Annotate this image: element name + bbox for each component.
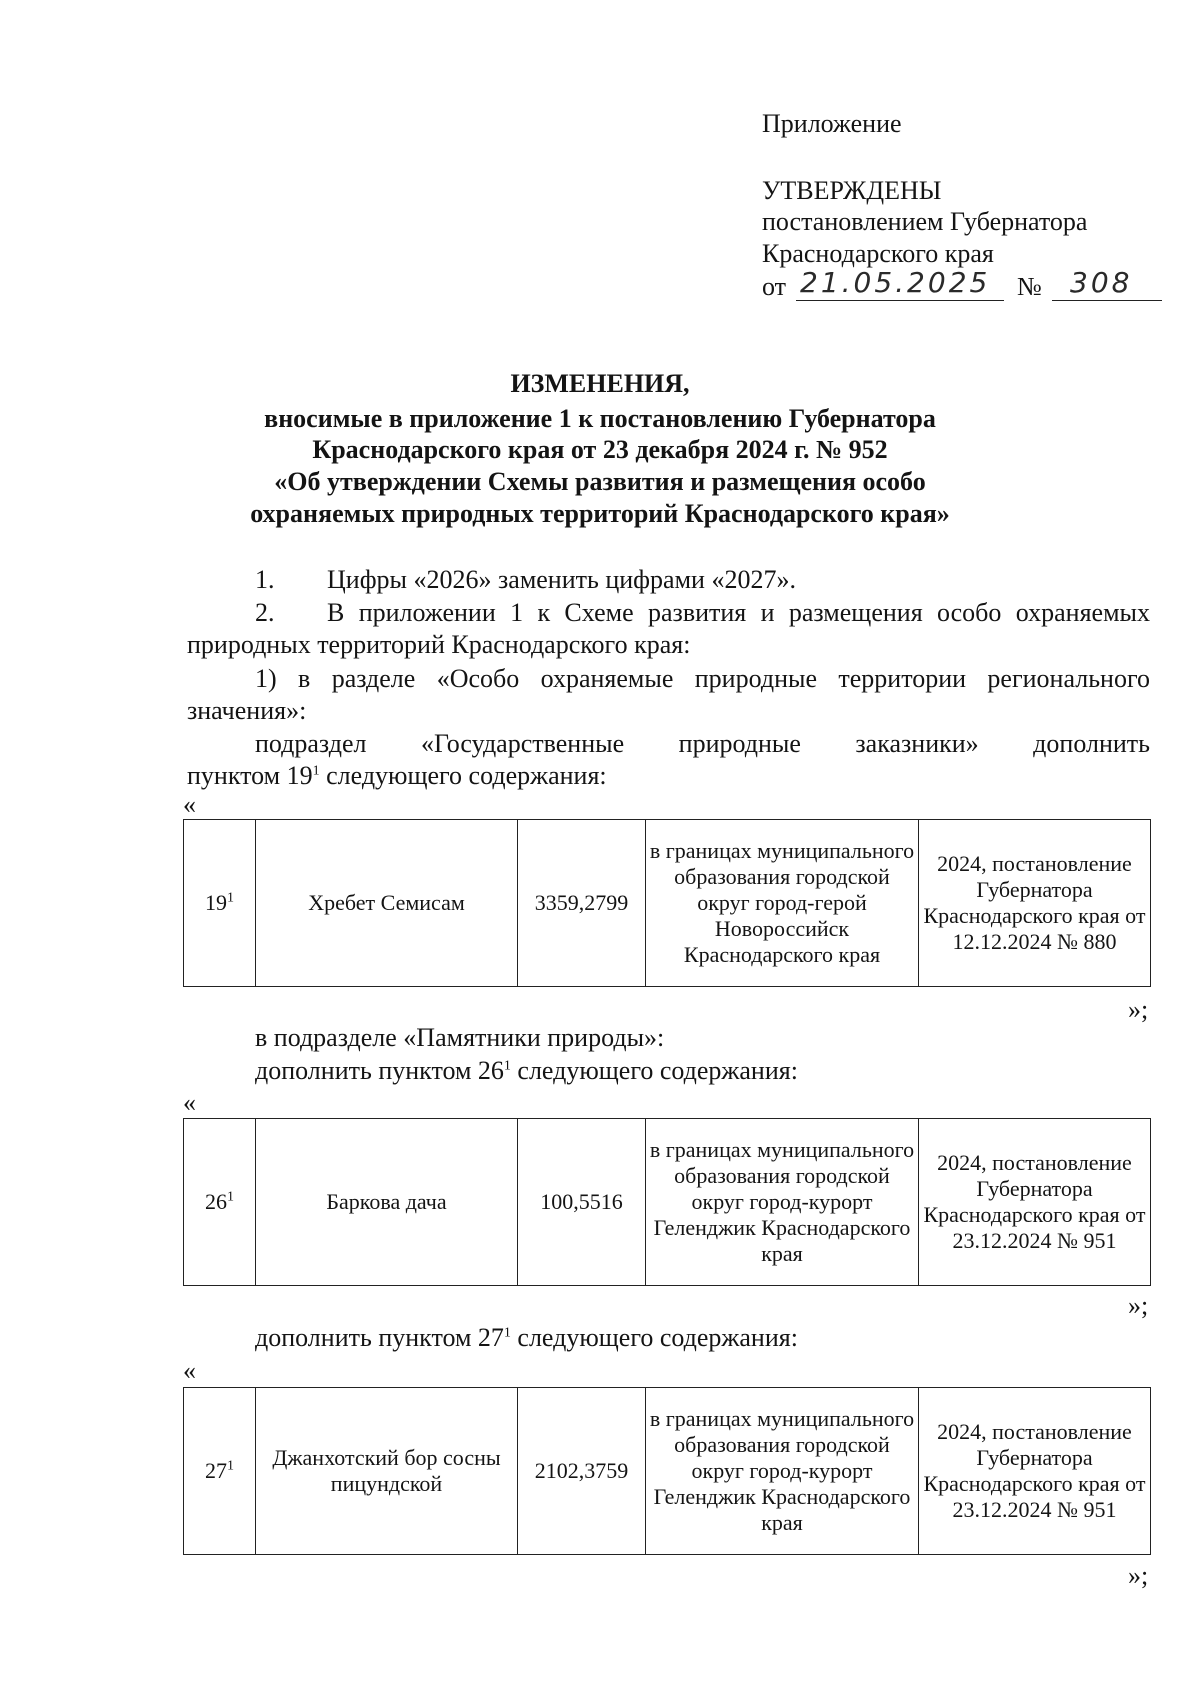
territory-location: в границах муниципального образования городской округ город-курорт Геленджик Краснодарского края [646,1388,919,1555]
territory-area: 3359,2799 [518,820,646,987]
territory-basis: 2024, постановление Губернатора Краснодарского края от 23.12.2024 № 951 [919,1119,1151,1286]
row-number: $19^1$ [184,820,256,987]
open-quote-1: « [183,790,196,819]
subsection-reserves-line2 [187,760,607,791]
section-monuments: в подразделе «Памятники природы»: [255,1023,665,1052]
point-19-pre: пунктом 19 [187,761,313,790]
open-quote-2: « [183,1088,196,1117]
item-1-number: 1. [255,565,275,594]
row-number: $26^1$ [184,1119,256,1286]
territory-location: в границах муниципального образования городской округ город-курорт Геленджик Краснодарского края [646,1119,919,1286]
territory-basis: 2024, постановление Губернатора Краснодарского края от 23.12.2024 № 951 [919,1388,1151,1555]
number-underline [1052,300,1162,301]
open-quote-3: « [183,1356,196,1385]
territory-name: Джанхотский бор сосны пицундской [256,1388,518,1555]
territory-area: 2102,3759 [518,1388,646,1555]
close-quote-3: »; [1128,1561,1149,1590]
doc-subtitle-4: охраняемых природных территорий Краснодарского края» [250,499,950,528]
point-27-sup: 1 [503,1325,511,1341]
point-27-post: следующего содержания: [510,1323,798,1352]
point-26-pre: дополнить пунктом 26 [255,1056,504,1085]
doc-title: ИЗМЕНЕНИЯ, [510,369,690,398]
table-row [184,1119,1151,1286]
close-quote-2: »; [1128,1291,1149,1320]
territory-area: 100,5516 [518,1119,646,1286]
approved-by-region: Краснодарского края [762,239,994,268]
doc-subtitle-1: вносимые в приложение 1 к постановлению Губернатора [264,404,936,433]
add-point-26-line [255,1055,798,1086]
insert-table-26 [183,1118,1151,1286]
close-quote-1: »; [1128,995,1149,1024]
item-2-text-line2: природных территорий Краснодарского края: [187,630,691,659]
territory-name: Баркова дача [256,1119,518,1286]
handwritten-date: 21.05.2025 [800,266,991,299]
point-26-sup: 1 [503,1058,511,1074]
point-19-post: следующего содержания: [319,761,607,790]
doc-subtitle-2: Краснодарского края от 23 декабря 2024 г. № 952 [312,435,888,464]
date-underline [796,300,1004,301]
approved-by-line: постановлением Губернатора [762,207,1088,236]
number-label: № [1017,272,1042,301]
add-point-27-line [255,1322,798,1353]
table-row [184,1388,1151,1555]
date-from-label: от [762,272,787,301]
territory-location: в границах муниципального образования городской округ город-герой Новороссийск Краснодарского края [646,820,919,987]
point-27-pre: дополнить пунктом 27 [255,1323,504,1352]
table-row [184,820,1151,987]
item-2-number: 2. [255,598,275,627]
doc-subtitle-3: «Об утверждении Схемы развития и размещения особо [274,467,926,496]
row-number: $27^1$ [184,1388,256,1555]
appendix-label: Приложение [762,109,902,138]
approved-label: УТВЕРЖДЕНЫ [762,176,942,205]
item-2-text-line1: В приложении 1 к Схеме развития и размещения особо охраняемых [327,598,1150,627]
subitem-1-line2: значения»: [187,696,307,725]
point-26-post: следующего содержания: [510,1056,798,1085]
item-1-text: Цифры «2026» заменить цифрами «2027». [327,565,796,594]
subsection-reserves-line1: подраздел «Государственные природные заказники» дополнить [255,729,1150,758]
insert-table-19 [183,819,1151,987]
insert-table-27 [183,1387,1151,1555]
subitem-1-line1: 1) в разделе «Особо охраняемые природные территории регионального [255,664,1150,693]
territory-name: Хребет Семисам [256,820,518,987]
point-19-sup: 1 [312,763,320,779]
handwritten-number: 308 [1070,266,1133,299]
territory-basis: 2024, постановление Губернатора Краснодарского края от 12.12.2024 № 880 [919,820,1151,987]
